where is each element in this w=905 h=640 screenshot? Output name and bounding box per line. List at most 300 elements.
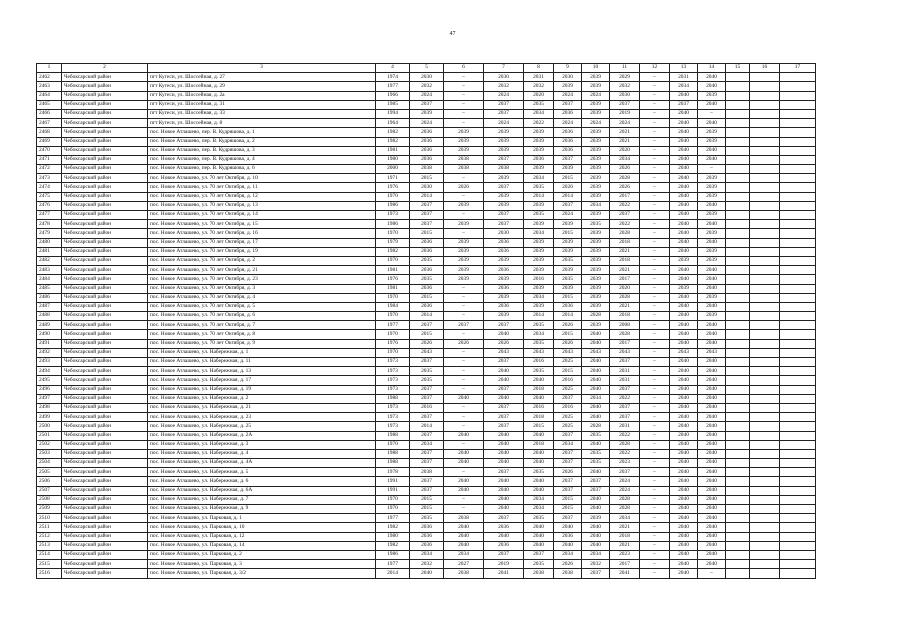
table-cell: 2039 [582,183,610,192]
table-cell: Чебоксарский район [62,146,148,155]
table-cell: 2037 [484,183,524,192]
table-cell [750,569,780,578]
table-cell: 2031 [610,422,640,431]
table-cell: 2018 [524,440,554,449]
table-cell: 2040 [698,220,726,229]
table-cell: 2040 [670,385,698,394]
table-cell: 2039 [524,256,554,265]
table-cell [780,348,816,357]
table-cell: 2035 [582,220,610,229]
table-cell: 2037 [410,413,444,422]
table-cell: 1970 [376,495,410,504]
table-cell: Чебоксарский район [62,449,148,458]
table-cell: 2040 [444,449,484,458]
table-cell [750,376,780,385]
table-cell: 2039 [524,220,554,229]
table-cell [780,284,816,293]
table-cell: 1970 [376,312,410,321]
table-cell [750,431,780,440]
table-cell: Чебоксарский район [62,293,148,302]
table-cell [726,385,750,394]
table-cell: 2024 [582,91,610,100]
table-cell: 2039 [582,109,610,118]
table-row [37,220,816,229]
table-cell: 2499 [37,413,62,422]
table-cell [750,532,780,541]
table-cell [780,73,816,82]
table-cell: 2014 [410,422,444,431]
table-cell [726,247,750,256]
table-cell [726,146,750,155]
table-cell: пос. Новое Атлашево, пер. В. Кудряшова, д. 4 [148,155,376,164]
table-cell: 1976 [376,183,410,192]
table-cell: 2039 [484,293,524,302]
table-cell: – [640,532,670,541]
table-cell: – [640,541,670,550]
table-cell: 2035 [410,256,444,265]
table-cell: Чебоксарский район [62,183,148,192]
table-cell: 2039 [582,155,610,164]
table-cell: пос. Новое Атлашево, ул. 70 лет Октября, д. 10 [148,174,376,183]
table-cell: 2017 [610,192,640,201]
table-cell: 2014 [410,192,444,201]
table-cell: 2040 [670,293,698,302]
table-cell: Чебоксарский район [62,192,148,201]
table-cell: 2043 [670,348,698,357]
table-cell: 2018 [610,256,640,265]
table-cell [726,165,750,174]
table-cell: Чебоксарский район [62,109,148,118]
table-cell: 1970 [376,256,410,265]
column-number-cell: 5 [410,64,444,73]
table-cell: 2028 [610,293,640,302]
table-cell: 2000 [376,165,410,174]
table-cell: – [444,82,484,91]
table-cell [780,532,816,541]
table-cell [726,486,750,495]
table-cell: – [640,560,670,569]
table-cell: 2040 [698,495,726,504]
table-cell [780,459,816,468]
table-cell: 2037 [582,477,610,486]
table-cell [780,422,816,431]
table-row [37,312,816,321]
table-cell: 2040 [582,413,610,422]
table-cell: 2482 [37,256,62,265]
table-cell: 2034 [554,550,582,559]
table-cell [780,477,816,486]
table-cell: 2037 [484,220,524,229]
table-row [37,183,816,192]
table-cell: пос. Новое Атлашево, ул. 70 лет Октября, д. 16 [148,229,376,238]
table-cell: 2040 [670,183,698,192]
table-cell: пос. Новое Атлашево, ул. 70 лет Октября, д. 14 [148,211,376,220]
table-row [37,449,816,458]
table-cell [750,514,780,523]
table-cell: 2039 [410,109,444,118]
table-cell: 2039 [484,128,524,137]
table-cell: 2039 [554,220,582,229]
table-cell: 2040 [444,523,484,532]
table-cell: 2021 [610,302,640,311]
table-cell: 1981 [376,146,410,155]
table-cell: пос. Новое Атлашево, ул. 70 лет Октября, д. 7 [148,321,376,330]
table-cell: – [640,183,670,192]
table-cell: 2512 [37,532,62,541]
table-cell: Чебоксарский район [62,477,148,486]
table-cell: – [640,376,670,385]
table-cell [750,165,780,174]
table-cell: 2487 [37,302,62,311]
table-cell: – [640,100,670,109]
table-cell: 2040 [698,330,726,339]
table-cell: 2024 [582,119,610,128]
table-cell: 2015 [410,495,444,504]
table-cell: пос. Новое Атлашево, ул. Набережная, д. 3 [148,440,376,449]
table-cell [780,339,816,348]
table-cell: 2035 [410,376,444,385]
table-cell [780,100,816,109]
table-cell: 2020 [524,91,554,100]
column-number-cell: 16 [750,64,780,73]
table-cell: 2027 [444,560,484,569]
table-cell [780,302,816,311]
table-cell: 2035 [524,339,554,348]
table-cell [780,560,816,569]
table-cell: 2036 [554,109,582,118]
table-cell: 2036 [554,128,582,137]
table-cell: 2037 [410,100,444,109]
table-cell: 2039 [524,238,554,247]
table-cell: 1970 [376,293,410,302]
table-cell: 2015 [554,505,582,514]
table-cell [780,541,816,550]
table-cell: 2015 [524,422,554,431]
table-cell: 2036 [484,284,524,293]
table-cell: 2039 [582,284,610,293]
table-cell: 2016 [410,403,444,412]
table-cell: – [640,550,670,559]
table-cell: 2016 [554,376,582,385]
table-cell: 2489 [37,321,62,330]
table-cell [726,284,750,293]
table-cell: пос. Новое Атлашево, ул. Парковая, д. 1 [148,514,376,523]
table-cell: 2039 [698,256,726,265]
table-cell: пгт Кугеси, ул. Шоссейная, д. 27 [148,73,376,82]
table-cell: 2039 [484,312,524,321]
table-cell: 2039 [582,514,610,523]
table-cell: 2040 [698,440,726,449]
table-cell: 1970 [376,440,410,449]
table-cell: пос. Новое Атлашево, ул. Набережная, д. 11 [148,358,376,367]
table-cell: Чебоксарский район [62,73,148,82]
table-cell [780,220,816,229]
column-number-cell: 17 [780,64,816,73]
table-cell: 2036 [554,532,582,541]
table-cell: 2040 [582,541,610,550]
table-cell [780,119,816,128]
table-cell: 2014 [524,312,554,321]
table-cell: 2036 [484,523,524,532]
table-cell: 2040 [698,201,726,210]
table-cell: 2030 [410,183,444,192]
table-cell: 2032 [582,560,610,569]
table-cell: 2036 [410,523,444,532]
table-cell: 2040 [670,560,698,569]
table-row [37,155,816,164]
table-cell: – [640,82,670,91]
table-cell: 2505 [37,468,62,477]
table-cell: – [444,192,484,201]
table-cell: 2040 [698,321,726,330]
table-row [37,477,816,486]
table-row [37,211,816,220]
table-cell [726,422,750,431]
table-cell: 2037 [554,394,582,403]
table-cell [750,413,780,422]
table-cell: 2034 [582,201,610,210]
table-cell: 2034 [670,82,698,91]
table-row [37,165,816,174]
table-cell: 2037 [410,321,444,330]
table-cell: 2040 [582,505,610,514]
table-cell: 1973 [376,403,410,412]
table-cell [780,358,816,367]
table-cell [780,238,816,247]
table-cell: 2040 [524,394,554,403]
table-cell: 2040 [670,109,698,118]
table-cell: Чебоксарский район [62,201,148,210]
table-cell: 2039 [484,174,524,183]
table-cell: 2015 [410,330,444,339]
table-cell: 2039 [484,146,524,155]
table-cell: 2040 [582,468,610,477]
table-cell: 2035 [582,459,610,468]
table-cell: – [444,422,484,431]
table-cell: 2037 [444,321,484,330]
column-number-cell: 14 [698,64,726,73]
table-cell: Чебоксарский район [62,440,148,449]
table-cell: 2040 [484,330,524,339]
table-cell [780,468,816,477]
table-cell [780,275,816,284]
table-cell: 2040 [670,330,698,339]
column-number-cell: 1 [37,64,62,73]
table-cell: 2040 [484,440,524,449]
table-cell [750,495,780,504]
table-cell: 2030 [610,91,640,100]
table-cell: 2035 [524,468,554,477]
table-cell [780,109,816,118]
table-cell: 2040 [582,367,610,376]
table-cell: 2036 [410,302,444,311]
table-cell: 2039 [582,293,610,302]
table-cell: 2039 [524,128,554,137]
table-cell: 2028 [610,440,640,449]
column-number-cell: 9 [554,64,582,73]
table-cell: пос. Новое Атлашево, ул. 70 лет Октября, д. 6 [148,312,376,321]
table-cell: 2040 [670,321,698,330]
table-cell: 2040 [444,431,484,440]
table-cell: 1974 [376,73,410,82]
table-cell: 2014 [376,569,410,578]
table-cell: 2040 [698,422,726,431]
table-cell: 2039 [554,165,582,174]
table-cell: 2039 [582,266,610,275]
table-cell: 2035 [524,321,554,330]
table-cell: 2035 [582,449,610,458]
table-cell: 2040 [670,569,698,578]
table-cell [726,394,750,403]
table-cell [750,284,780,293]
table-cell: 2481 [37,247,62,256]
table-cell: пос. Новое Атлашево, пер. В. Кудряшова, д. 6 [148,165,376,174]
table-cell: пос. Новое Атлашево, пер. В. Кудряшова, д. 1 [148,128,376,137]
table-cell [750,385,780,394]
table-cell: Чебоксарский район [62,367,148,376]
table-cell [750,422,780,431]
table-cell: 2040 [582,385,610,394]
table-cell: 2024 [610,119,640,128]
table-cell: Чебоксарский район [62,229,148,238]
table-cell: 1977 [376,560,410,569]
table-cell: 1984 [376,302,410,311]
table-cell: 2464 [37,91,62,100]
table-cell: – [444,73,484,82]
table-cell: 2038 [444,514,484,523]
table-cell: 1980 [376,532,410,541]
table-cell: 2039 [698,247,726,256]
table-cell: 2015 [410,505,444,514]
table-cell: 2039 [582,82,610,91]
table-cell: 2040 [670,486,698,495]
table-row [37,569,816,578]
table-cell: 2040 [698,523,726,532]
table-cell: 2037 [410,385,444,394]
table-cell: 2022 [610,394,640,403]
table-cell: 2039 [698,91,726,100]
table-cell [750,146,780,155]
table-cell: 2498 [37,403,62,412]
table-cell: 2040 [444,394,484,403]
table-cell: 2037 [410,459,444,468]
table-cell: 1982 [376,128,410,137]
table-row [37,137,816,146]
table-cell: пос. Новое Атлашево, ул. 70 лет Октября, д. 2 [148,256,376,265]
table-cell: пос. Новое Атлашево, ул. Набережная, д. 4 [148,449,376,458]
table-cell: 2039 [670,284,698,293]
table-cell: пос. Новое Атлашево, ул. 70 лет Октября, д. 8 [148,330,376,339]
table-cell [750,201,780,210]
table-cell: Чебоксарский район [62,505,148,514]
table-cell: – [640,293,670,302]
table-row [37,284,816,293]
table-cell: 2040 [698,560,726,569]
table-row [37,247,816,256]
table-cell: 2039 [698,174,726,183]
table-cell: 2043 [410,348,444,357]
table-cell: 2039 [524,266,554,275]
table-cell [780,385,816,394]
table-cell: 1970 [376,229,410,238]
table-cell: 2037 [410,449,444,458]
table-cell: пос. Новое Атлашево, ул. 70 лет Октября, д. 3 [148,284,376,293]
table-cell: 2038 [410,165,444,174]
table-cell: пос. Новое Атлашево, ул. 70 лет Октября, д. 15 [148,220,376,229]
table-cell: Чебоксарский район [62,211,148,220]
table-cell: 2508 [37,495,62,504]
table-row [37,146,816,155]
table-cell: 2037 [610,385,640,394]
table-cell: 2025 [554,413,582,422]
table-cell [780,394,816,403]
table-cell [780,367,816,376]
table-cell [750,183,780,192]
table-cell: 2040 [698,284,726,293]
table-cell: 1982 [376,247,410,256]
table-cell: Чебоксарский район [62,495,148,504]
table-cell: 2021 [610,523,640,532]
table-cell: 2040 [698,486,726,495]
table-cell: 2040 [670,339,698,348]
table-cell: Чебоксарский район [62,321,148,330]
table-cell: – [640,339,670,348]
table-cell: – [444,293,484,302]
column-number-cell: 10 [582,64,610,73]
table-cell: 2040 [524,532,554,541]
table-cell: 2491 [37,339,62,348]
table-cell: 2040 [670,523,698,532]
table-cell: пос. Новое Атлашево, ул. 70 лет Октября, д. 11 [148,183,376,192]
table-row [37,560,816,569]
table-cell [726,477,750,486]
table-cell: 2021 [610,128,640,137]
table-cell: 2040 [484,495,524,504]
table-cell [726,495,750,504]
table-cell [780,449,816,458]
table-cell: Чебоксарский район [62,238,148,247]
table-cell: 2040 [524,486,554,495]
table-cell: 2040 [698,431,726,440]
table-cell: – [640,312,670,321]
table-cell: 2040 [554,541,582,550]
table-cell: 2022 [610,201,640,210]
table-cell: 2040 [670,394,698,403]
table-cell: 2039 [582,165,610,174]
table-cell: 2039 [554,238,582,247]
table-cell: 2506 [37,477,62,486]
table-cell: 2024 [554,211,582,220]
table-cell: пос. Новое Атлашево, ул. Набережная, д. 6А [148,486,376,495]
table-cell [726,100,750,109]
table-cell: Чебоксарский район [62,275,148,284]
table-cell: 1973 [376,211,410,220]
table-cell: 2040 [670,128,698,137]
table-cell: 1973 [376,376,410,385]
table-cell [780,403,816,412]
table-row [37,275,816,284]
table-cell: 2040 [698,275,726,284]
table-cell: – [640,321,670,330]
table-cell: 2503 [37,449,62,458]
table-row [37,523,816,532]
table-cell: 2021 [610,266,640,275]
table-cell [750,91,780,100]
table-cell: 2492 [37,348,62,357]
table-cell: 2037 [484,100,524,109]
table-cell: 2020 [610,146,640,155]
table-cell: 2037 [410,358,444,367]
